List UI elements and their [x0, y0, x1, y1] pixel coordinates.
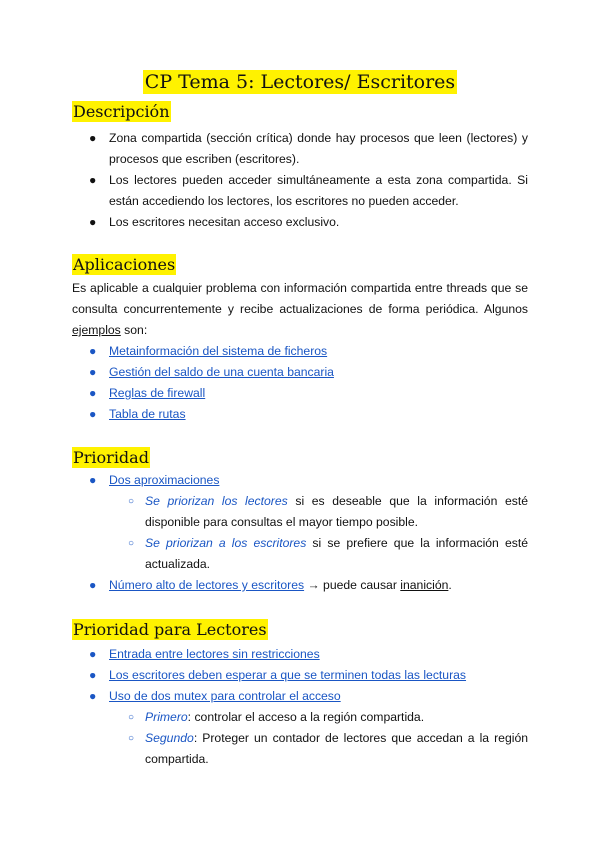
link-numero-alto[interactable]: Número alto de lectores y escritores — [109, 578, 305, 592]
bullet-icon: ● — [89, 131, 97, 145]
document-title: CP Tema 5: Lectores/ Escritores — [144, 71, 456, 93]
list-item — [72, 383, 528, 404]
bullet-icon: ● — [89, 668, 97, 682]
list-item: ○ Primero: controlar el acceso a la región compartida. — [72, 707, 528, 728]
link-dos-mutex[interactable]: Uso de dos mutex para controlar el acceso — [109, 689, 341, 703]
prioridad-list — [72, 470, 528, 596]
list-item: ● Los escritores necesitan acceso exclusivo. — [72, 212, 528, 233]
bullet-icon: ● — [89, 173, 97, 187]
heading-descripcion: Descripción — [73, 102, 170, 121]
heading-prioridad-lectores: Prioridad para Lectores — [73, 620, 267, 639]
circle-bullet-icon: ○ — [128, 496, 135, 507]
prioridad-lectores-list — [72, 644, 528, 770]
link-gestion-saldo[interactable]: Gestión del saldo de una cuenta bancaria — [109, 365, 334, 379]
circle-bullet-icon: ○ — [128, 712, 135, 723]
list-item: ● Zona compartida (sección crítica) donde hay procesos que leen (lectores) y procesos que escriben (escritores). — [72, 128, 528, 170]
list-item — [72, 686, 528, 707]
descripcion-list — [72, 128, 528, 233]
bullet-icon: ● — [89, 689, 97, 703]
aplicaciones-intro: Es aplicable a cualquier problema con información compartida entre threads que se consulta concurrentemente y recibe actualizaciones de forma periódica. Algunos ejemplos son: — [72, 281, 528, 337]
aplicaciones-section — [72, 278, 528, 425]
link-entrada-lectores[interactable]: Entrada entre lectores sin restricciones — [109, 647, 320, 661]
list-item — [72, 470, 528, 491]
link-metainformacion[interactable]: Metainformación del sistema de ficheros — [109, 344, 328, 358]
heading-aplicaciones: Aplicaciones — [73, 255, 176, 274]
bullet-icon: ● — [89, 407, 97, 421]
bullet-icon: ● — [89, 647, 97, 661]
list-item — [72, 341, 528, 362]
link-escritores-esperar[interactable]: Los escritores deben esperar a que se terminen todas las lecturas — [109, 668, 467, 682]
bullet-icon: ● — [89, 344, 97, 358]
list-item — [72, 362, 528, 383]
bullet-icon: ● — [89, 386, 97, 400]
circle-bullet-icon: ○ — [128, 538, 135, 549]
bullet-icon: ● — [89, 365, 97, 379]
link-reglas-firewall[interactable]: Reglas de firewall — [109, 386, 206, 400]
list-item — [72, 644, 528, 665]
list-item: ● Número alto de lectores y escritores → puede causar inanición. — [72, 575, 528, 596]
list-item — [72, 404, 528, 425]
circle-bullet-icon: ○ — [128, 733, 135, 744]
list-item: ○ Se priorizan a los escritores si se prefiere que la información esté actualizada. — [72, 533, 528, 575]
bullet-icon: ● — [89, 578, 97, 592]
bullet-icon: ● — [89, 473, 97, 487]
list-item — [72, 665, 528, 686]
bullet-icon: ● — [89, 215, 97, 229]
list-item: ○ Se priorizan los lectores si es deseable que la información esté disponible para consultas el mayor tiempo posible. — [72, 491, 528, 533]
list-item: ● Los lectores pueden acceder simultáneamente a esta zona compartida. Si están accediendo los lectores, los escritores no pueden acceder. — [72, 170, 528, 212]
heading-prioridad: Prioridad — [73, 448, 149, 467]
link-tabla-rutas[interactable]: Tabla de rutas — [109, 407, 186, 421]
list-item: ○ Segundo: Proteger un contador de lectores que accedan a la región compartida. — [72, 728, 528, 770]
link-dos-aproximaciones[interactable]: Dos aproximaciones — [109, 473, 220, 487]
